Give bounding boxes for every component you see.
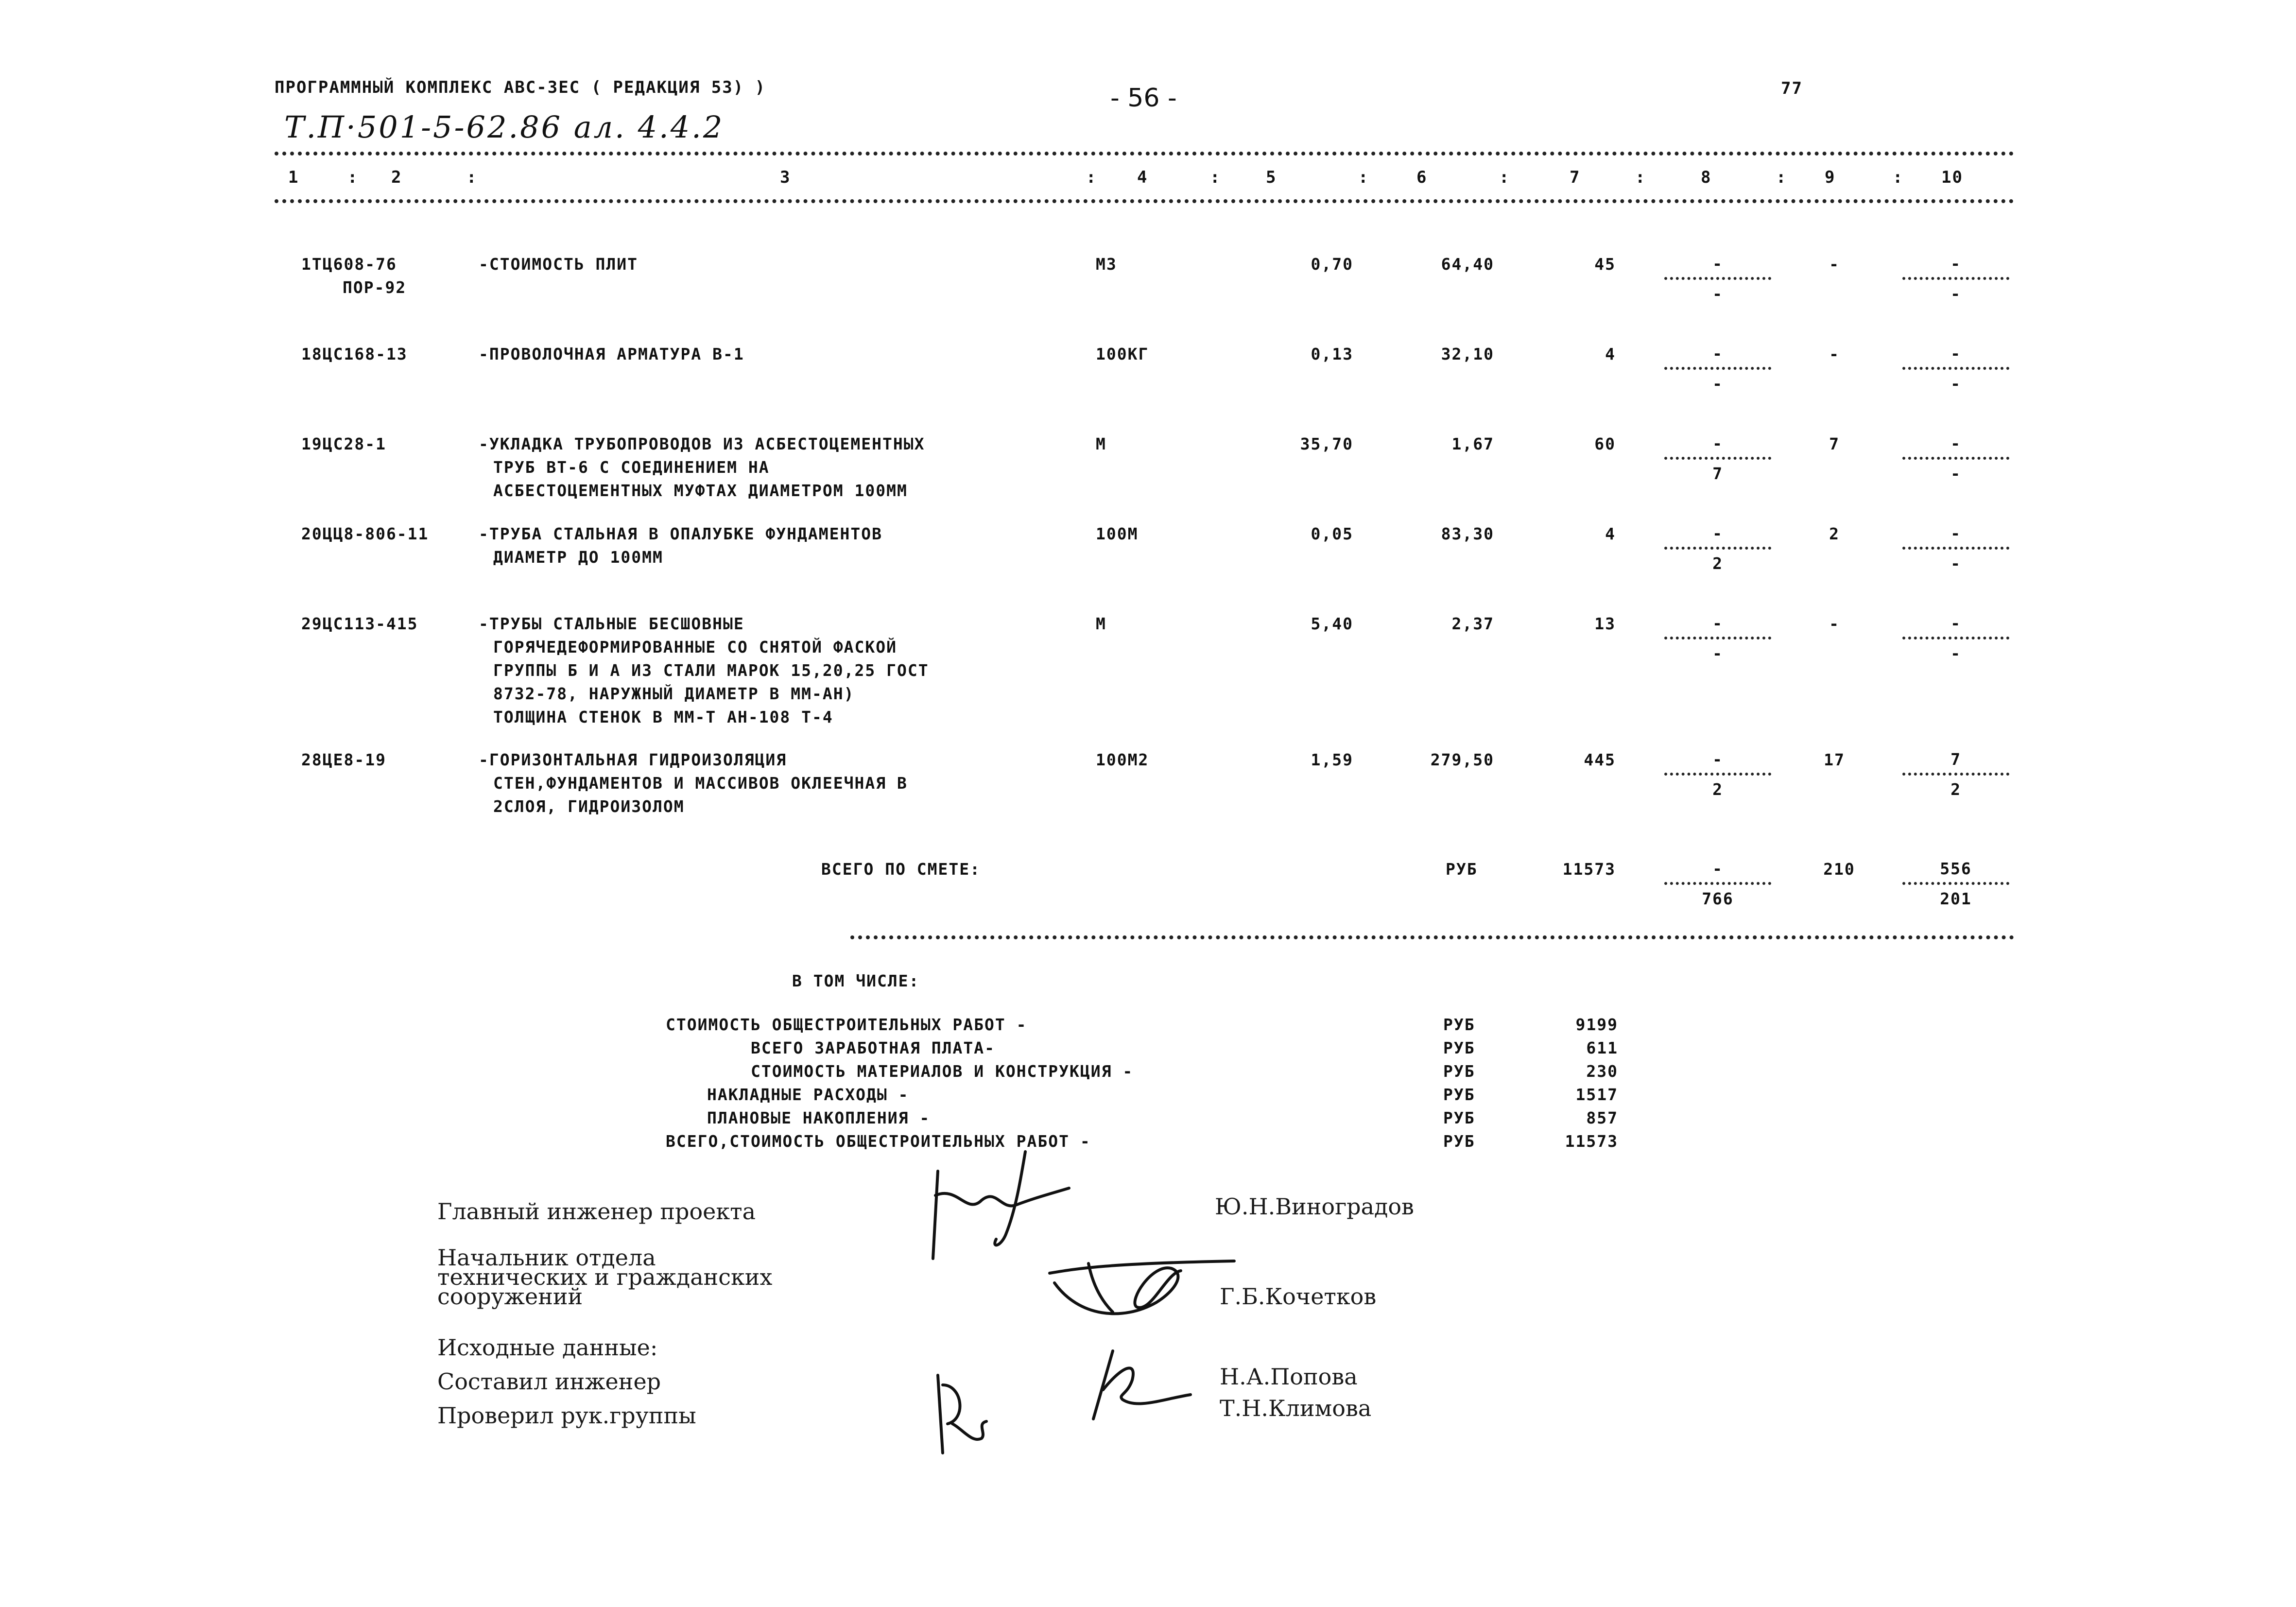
- row-unit-price: 279,50: [1430, 750, 1494, 769]
- col-num-4: 4: [1137, 168, 1148, 187]
- summary-unit: РУБ: [1443, 1108, 1475, 1127]
- row-col8: - -: [1664, 253, 1771, 305]
- row-description: ДИАМЕТР ДО 100ММ: [493, 548, 663, 567]
- row-total: 45: [1594, 255, 1616, 274]
- summary-label: СТОИМОСТЬ ОБЩЕСТРОИТЕЛЬНЫХ РАБОТ -: [666, 1015, 1027, 1034]
- row-description: ГРУППЫ Б И А ИЗ СТАЛИ МАРОК 15,20,25 ГОСТ: [493, 661, 929, 680]
- row-quantity: 5,40: [1311, 614, 1353, 633]
- summary-block: [666, 1013, 1686, 1159]
- row-unit: М: [1096, 614, 1106, 633]
- table-row: [275, 748, 2014, 826]
- row-code: 20ЦЦ8-806-11: [301, 524, 429, 543]
- row-total: 13: [1594, 614, 1616, 633]
- row-quantity: 0,05: [1311, 524, 1353, 543]
- header-rule: [275, 199, 2014, 203]
- grand-total-col8: - 766: [1664, 858, 1771, 910]
- row-col9: -: [1829, 614, 1840, 633]
- row-unit-price: 64,40: [1441, 255, 1494, 274]
- signature-compiler: [1084, 1346, 1200, 1429]
- row-col8: - 2: [1664, 748, 1771, 801]
- col-num-10: 10: [1941, 168, 1963, 187]
- row-description: 2СЛОЯ, ГИДРОИЗОЛОМ: [493, 797, 685, 816]
- column-number-bar: 1 2 3 4 5 6 7 8 9 10 : : : : : : : : :: [288, 168, 1963, 187]
- table-row: [275, 522, 2014, 590]
- source-data-label: Исходные данные:: [437, 1334, 658, 1361]
- row-unit-price: 1,67: [1451, 434, 1494, 453]
- summary-unit: РУБ: [1443, 1038, 1475, 1057]
- row-description: -ГОРИЗОНТАЛЬНАЯ ГИДРОИЗОЛЯЦИЯ: [479, 750, 787, 769]
- row-col8: - 7: [1664, 432, 1771, 485]
- signature-department-head: [1040, 1244, 1244, 1331]
- total-rule: [850, 935, 2014, 939]
- table-row: [275, 612, 2014, 734]
- summary-label: ВСЕГО,СТОИМОСТЬ ОБЩЕСТРОИТЕЛЬНЫХ РАБОТ -: [666, 1132, 1091, 1151]
- department-head-label: технических и гражданских: [437, 1264, 773, 1290]
- checked-by-name: Т.Н.Климова: [1220, 1395, 1372, 1421]
- row-description: -ТРУБЫ СТАЛЬНЫЕ БЕСШОВНЫЕ: [479, 614, 744, 633]
- row-unit: 100КГ: [1096, 345, 1149, 363]
- summary-value: 611: [1586, 1038, 1618, 1057]
- col-num-1: 1: [288, 168, 299, 187]
- row-col9: 7: [1829, 434, 1840, 453]
- program-header: ПРОГРАММНЫЙ КОМПЛЕКС АВС-3ЕС ( РЕДАКЦИЯ 53) ): [275, 78, 766, 97]
- row-col9: 2: [1829, 524, 1840, 543]
- row-total: 4: [1605, 524, 1616, 543]
- row-description: ГОРЯЧЕДЕФОРМИРОВАННЫЕ СО СНЯТОЙ ФАСКОЙ: [493, 638, 897, 657]
- row-code: 19ЦС28-1: [301, 434, 386, 453]
- row-code: 1ТЦ608-76: [301, 255, 397, 274]
- row-quantity: 35,70: [1300, 434, 1353, 453]
- grand-total-unit: РУБ: [1446, 860, 1478, 879]
- summary-value: 11573: [1565, 1132, 1618, 1151]
- col-num-8: 8: [1701, 168, 1712, 187]
- department-head-label: Начальник отдела: [437, 1244, 656, 1271]
- summary-value: 230: [1586, 1062, 1618, 1081]
- summary-unit: РУБ: [1443, 1132, 1475, 1151]
- table-row: [275, 343, 2014, 411]
- top-rule: [275, 152, 2014, 156]
- row-unit: 100М2: [1096, 750, 1149, 769]
- checked-by-label: Проверил рук.группы: [437, 1402, 696, 1429]
- summary-unit: РУБ: [1443, 1062, 1475, 1081]
- signature-checker: [923, 1365, 1020, 1463]
- col-num-5: 5: [1266, 168, 1277, 187]
- row-col10: - -: [1902, 612, 2009, 665]
- col-num-7: 7: [1570, 168, 1581, 187]
- col-num-3: 3: [780, 168, 791, 187]
- row-description: -СТОИМОСТЬ ПЛИТ: [479, 255, 639, 274]
- row-code: 18ЦС168-13: [301, 345, 408, 363]
- table-row: [275, 432, 2014, 510]
- row-description: ТРУБ ВТ-6 С СОЕДИНЕНИЕМ НА: [493, 458, 770, 477]
- row-unit-price: 32,10: [1441, 345, 1494, 363]
- row-col10: - -: [1902, 343, 2009, 395]
- row-code: ПОР-92: [343, 278, 407, 297]
- row-description: СТЕН,ФУНДАМЕНТОВ И МАССИВОВ ОКЛЕЕЧНАЯ В: [493, 774, 908, 793]
- summary-value: 9199: [1575, 1015, 1618, 1034]
- handwritten-reference: Т.П·501-5-62.86 ал. 4.4.2: [284, 109, 725, 145]
- row-description: АСБЕСТОЦЕМЕНТНЫХ МУФТАХ ДИАМЕТРОМ 100ММ: [493, 481, 908, 500]
- row-quantity: 0,70: [1311, 255, 1353, 274]
- grand-total-col9: 210: [1823, 860, 1855, 879]
- row-quantity: 1,59: [1311, 750, 1353, 769]
- row-description: -ПРОВОЛОЧНАЯ АРМАТУРА В-1: [479, 345, 744, 363]
- row-quantity: 0,13: [1311, 345, 1353, 363]
- department-head-label: сооружений: [437, 1283, 583, 1310]
- row-unit: 100М: [1096, 524, 1139, 543]
- summary-value: 1517: [1575, 1085, 1618, 1104]
- col-num-9: 9: [1825, 168, 1836, 187]
- row-col10: - -: [1902, 253, 2009, 305]
- compiled-by-name: Н.А.Попова: [1220, 1364, 1358, 1390]
- compiled-by-label: Составил инженер: [437, 1368, 661, 1395]
- summary-label: ПЛАНОВЫЕ НАКОПЛЕНИЯ -: [707, 1108, 931, 1127]
- row-unit-price: 2,37: [1451, 614, 1494, 633]
- row-code: 29ЦС113-415: [301, 614, 418, 633]
- row-description: 8732-78, НАРУЖНЫЙ ДИАМЕТР В ММ-АН): [493, 684, 855, 703]
- summary-label: СТОИМОСТЬ МАТЕРИАЛОВ И КОНСТРУКЦИЯ -: [751, 1062, 1134, 1081]
- department-head-name: Г.Б.Кочетков: [1220, 1283, 1377, 1310]
- row-total: 4: [1605, 345, 1616, 363]
- row-col10: - -: [1902, 432, 2009, 485]
- table-row: [275, 253, 2014, 330]
- chief-engineer-label: Главный инженер проекта: [437, 1198, 756, 1225]
- row-description: -ТРУБА СТАЛЬНАЯ В ОПАЛУБКЕ ФУНДАМЕНТОВ: [479, 524, 882, 543]
- row-description: -УКЛАДКА ТРУБОПРОВОДОВ ИЗ АСБЕСТОЦЕМЕНТНЫХ: [479, 434, 925, 453]
- summary-label: НАКЛАДНЫЕ РАСХОДЫ -: [707, 1085, 909, 1104]
- col-num-2: 2: [391, 168, 402, 187]
- summary-heading: В ТОМ ЧИСЛЕ:: [792, 971, 920, 990]
- row-col10: $\frac{7}{2}$: [1902, 748, 2009, 801]
- summary-unit: РУБ: [1443, 1015, 1475, 1034]
- grand-total-row: [275, 858, 2014, 931]
- row-description: ТОЛЩИНА СТЕНОК В ММ-Т АН-108 Т-4: [493, 708, 833, 726]
- grand-total-label: ВСЕГО ПО СМЕТЕ:: [821, 860, 981, 879]
- grand-total-col10: $\frac{556}{201}$: [1902, 858, 2009, 910]
- col-num-6: 6: [1416, 168, 1428, 187]
- chief-engineer-name: Ю.Н.Виноградов: [1215, 1193, 1414, 1220]
- row-unit: М: [1096, 434, 1106, 453]
- row-code: 28ЦЕ8-19: [301, 750, 386, 769]
- row-unit: М3: [1096, 255, 1117, 274]
- summary-value: 857: [1586, 1108, 1618, 1127]
- summary-label: ВСЕГО ЗАРАБОТНАЯ ПЛАТА-: [751, 1038, 995, 1057]
- page-number: - 56 -: [1110, 84, 1177, 113]
- grand-total-value: 11573: [1562, 860, 1616, 879]
- row-col8: - -: [1664, 612, 1771, 665]
- row-col8: - -: [1664, 343, 1771, 395]
- row-col10: - -: [1902, 522, 2009, 575]
- summary-unit: РУБ: [1443, 1085, 1475, 1104]
- row-col9: -: [1829, 345, 1840, 363]
- sheet-number: 77: [1781, 79, 1803, 98]
- row-col8: - 2: [1664, 522, 1771, 575]
- row-total: 60: [1594, 434, 1616, 453]
- row-col9: 17: [1824, 750, 1845, 769]
- row-col9: -: [1829, 255, 1840, 274]
- row-total: 445: [1584, 750, 1616, 769]
- row-unit-price: 83,30: [1441, 524, 1494, 543]
